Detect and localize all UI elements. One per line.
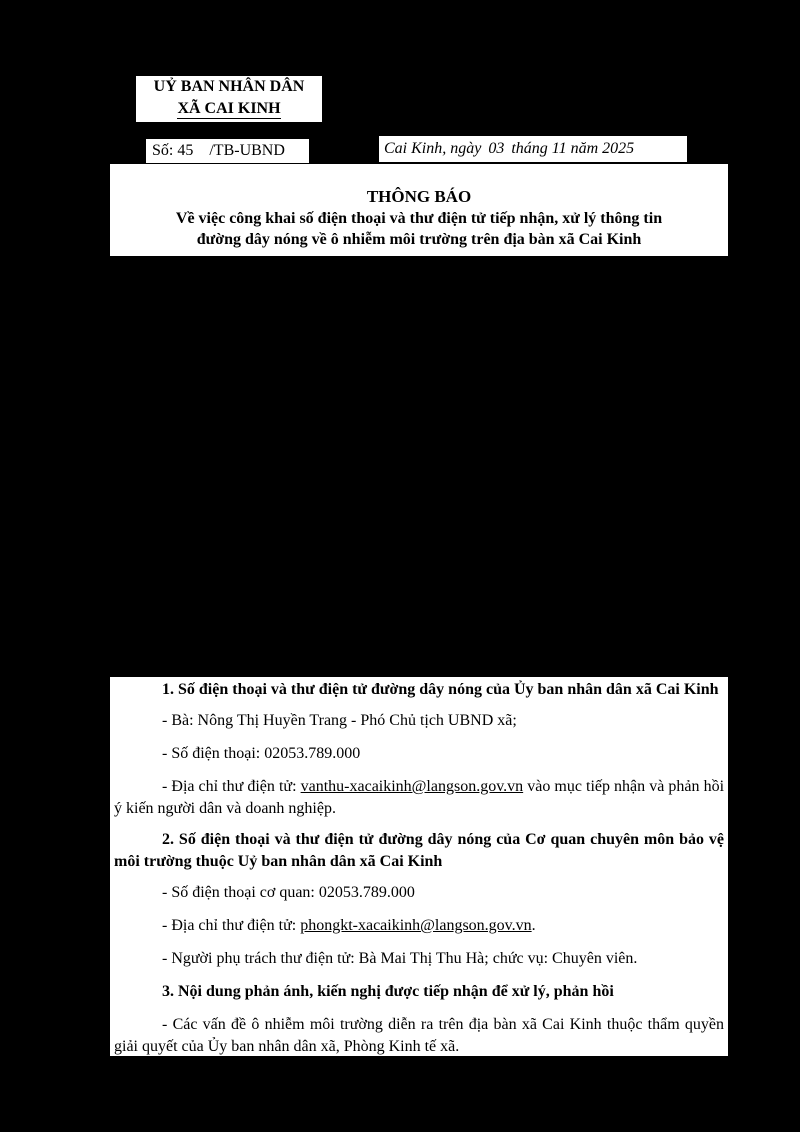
section-1-person: - Bà: Nông Thị Huyền Trang - Phó Chủ tịch UBND xã; xyxy=(162,712,517,729)
agency-line-1: UỶ BAN NHÂN DÂN xyxy=(153,78,305,95)
email-link-vanthu[interactable]: vanthu-xacaikinh@langson.gov.vn xyxy=(300,778,524,795)
section-2-phone: - Số điện thoại cơ quan: 02053.789.000 xyxy=(162,884,415,901)
title-subject-line-1: Về việc công khai số điện thoại và thư điện tử tiếp nhận, xử lý thông tin xyxy=(175,210,663,227)
email-label: - Địa chỉ thư điện tử: xyxy=(162,917,301,934)
document-body xyxy=(110,677,728,1056)
section-1-email-line xyxy=(114,776,724,820)
date-day: 03 xyxy=(488,140,505,157)
email-line-suffix: . xyxy=(531,917,536,934)
date-place: Cai Kinh, ngày xyxy=(384,140,482,157)
section-2-email-line xyxy=(114,915,724,937)
section-3-item-1: - Các vấn đề ô nhiễm môi trường diễn ra trên địa bàn xã Cai Kinh thuộc thẩm quyền giải quyết của Ủy ban nhân dân xã, Phòng Kinh tế xã. xyxy=(114,1016,724,1055)
doc-number-suffix: /TB-UBND xyxy=(209,142,285,159)
section-2-heading: 2. Số điện thoại và thư điện tử đường dây nóng của Cơ quan chuyên môn bảo vệ môi trường thuộc Uỷ ban nhân dân xã Cai Kinh xyxy=(114,831,724,870)
email-line-suffix: vào mục tiếp nhận và phản hồi ý kiến người dân và doanh nghiệp. xyxy=(114,778,725,817)
email-link-phongkt[interactable]: phongkt-xacaikinh@langson.gov.vn xyxy=(300,917,532,934)
section-1-heading: 1. Số điện thoại và thư điện tử đường dây nóng của Ủy ban nhân dân xã Cai Kinh xyxy=(162,681,719,698)
date-rest: tháng 11 năm 2025 xyxy=(511,140,635,157)
document-title xyxy=(110,164,728,256)
title-subject-line-2: đường dây nóng về ô nhiễm môi trường trên địa bàn xã Cai Kinh xyxy=(196,231,642,248)
section-2-person: - Người phụ trách thư điện tử: Bà Mai Thị Thu Hà; chức vụ: Chuyên viên. xyxy=(162,950,638,967)
agency-line-2: XÃ CAI KINH xyxy=(177,100,281,117)
email-label: - Địa chỉ thư điện tử: xyxy=(162,778,301,795)
document-number xyxy=(146,139,309,163)
section-3-heading: 3. Nội dung phản ánh, kiến nghị được tiếp nhận để xử lý, phản hồi xyxy=(162,983,614,1000)
section-1-phone: - Số điện thoại: 02053.789.000 xyxy=(162,745,361,762)
date-line xyxy=(379,136,687,162)
title-heading: THÔNG BÁO xyxy=(366,187,472,206)
doc-number-prefix: Số: 45 xyxy=(152,142,194,159)
issuing-agency xyxy=(136,76,322,122)
